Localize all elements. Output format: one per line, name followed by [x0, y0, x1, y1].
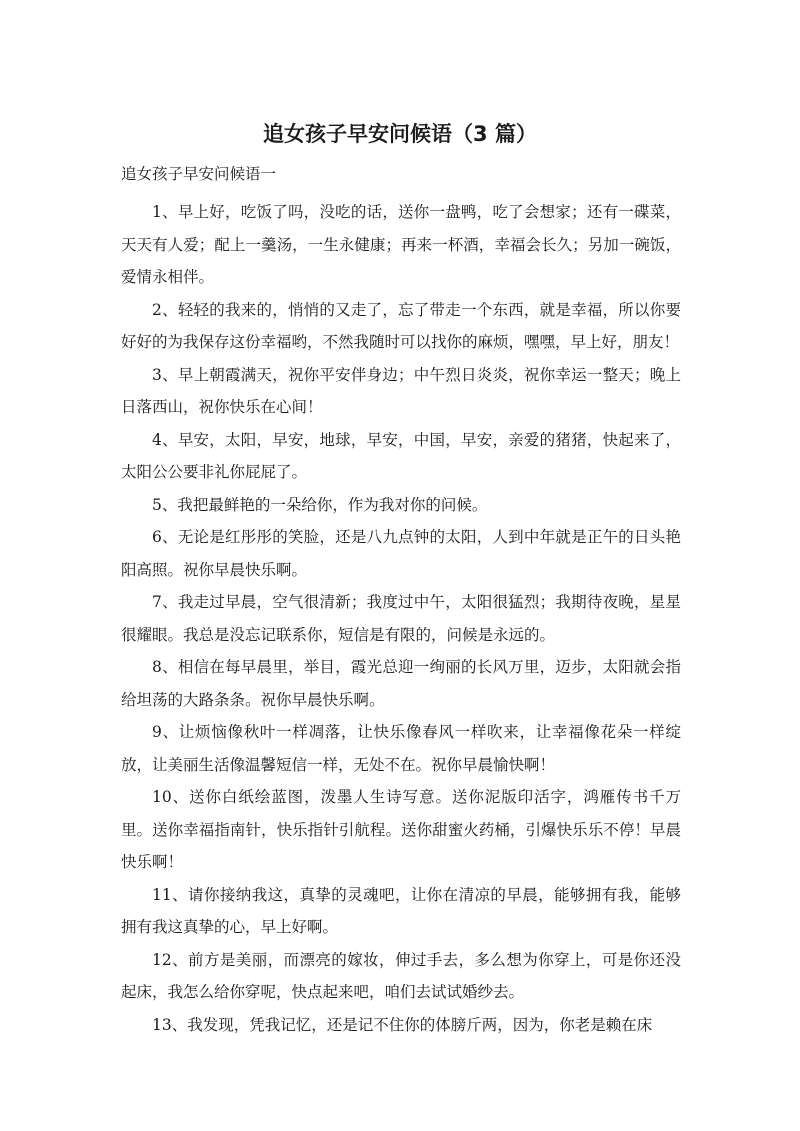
paragraph-13: 13、我发现，凭我记忆，还是记不住你的体膀斤两，因为，你老是赖在床 [152, 1015, 653, 1034]
paragraph-8: 8、相信在每早晨里，举目，霞光总迎一绚丽的长风万里，迈步，太阳就会指给坦荡的大路条条。祝你早晨快乐啊。 [121, 658, 681, 709]
paragraph-10: 10、送你白纸绘蓝图，泼墨人生诗写意。送你泥版印活字，鸿雁传书千万里。送你幸福指南针，快乐指针引航程。送你甜蜜火药桶，引爆快乐乐不停！早晨快乐啊！ [121, 788, 681, 871]
paragraph-4: 4、早安，太阳，早安，地球，早安，中国，早安，亲爱的猪猪，快起来了，太阳公公要非礼你屁屁了。 [121, 430, 681, 481]
document-title: 追女孩子早安问候语（3 篇） [263, 122, 537, 146]
paragraph-9: 9、让烦恼像秋叶一样凋落，让快乐像春风一样吹来，让幸福像花朵一样绽放，让美丽生活像温馨短信一样，无处不在。祝你早晨愉快啊！ [121, 723, 681, 774]
document-body [121, 196, 681, 1041]
paragraph-12: 12、前方是美丽，而漂亮的嫁妆，伸过手去，多么想为你穿上，可是你还没起床，我怎么给你穿呢，快点起来吧，咱们去试试婚纱去。 [121, 950, 681, 1001]
paragraph-1: 1、早上好，吃饭了吗，没吃的话，送你一盘鸭，吃了会想家；还有一碟菜，天天有人爱；配上一羹汤，一生永健康；再来一杯酒，幸福会长久；另加一碗饭，爱情永相伴。 [121, 203, 681, 286]
paragraph-3: 3、早上朝霞满天，祝你平安伴身边；中午烈日炎炎，祝你幸运一整天；晚上日落西山，祝你快乐在心间！ [121, 365, 681, 416]
section-heading: 追女孩子早安问候语一 [121, 165, 277, 183]
paragraph-2: 2、轻轻的我来的，悄悄的又走了，忘了带走一个东西，就是幸福，所以你要好好的为我保存这份幸福哟，不然我随时可以找你的麻烦，嘿嘿，早上好，朋友！ [121, 300, 681, 351]
paragraph-11: 11、请你接纳我这，真挚的灵魂吧，让你在清凉的早晨，能够拥有我，能够拥有我这真挚的心，早上好啊。 [121, 885, 681, 936]
paragraph-6: 6、无论是红彤彤的笑脸，还是八九点钟的太阳，人到中年就是正午的日头艳阳高照。祝你早晨快乐啊。 [121, 528, 681, 579]
paragraph-5: 5、我把最鲜艳的一朵给你，作为我对你的问候。 [152, 495, 488, 514]
paragraph-7: 7、我走过早晨，空气很清新；我度过中午，太阳很猛烈；我期待夜晚，星星很耀眼。我总是没忘记联系你，短信是有限的，问候是永远的。 [121, 593, 681, 644]
